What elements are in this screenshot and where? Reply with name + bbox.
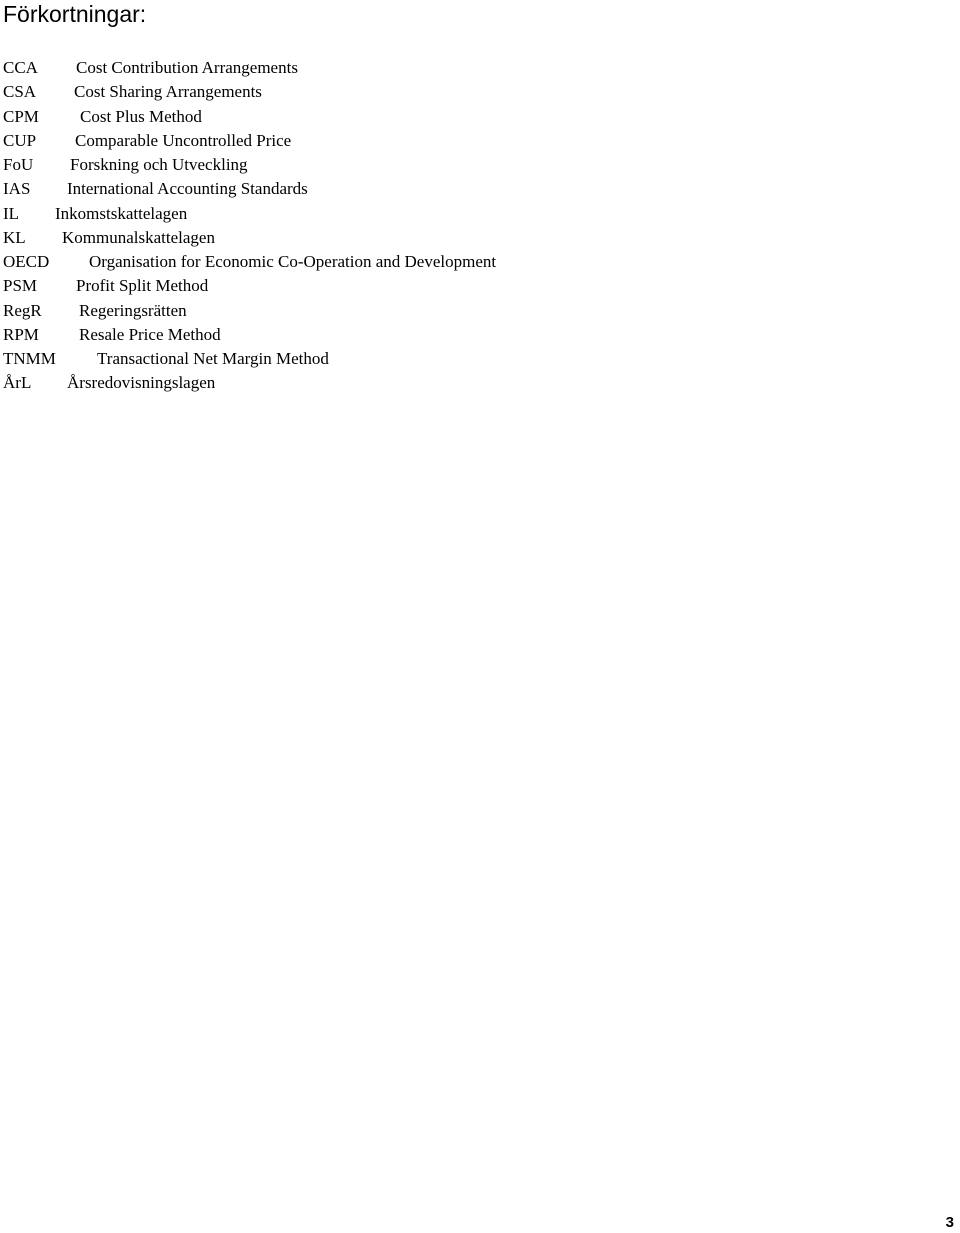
abbreviation-expansion: Årsredovisningslagen [67, 373, 216, 393]
abbreviation-term: IAS [3, 179, 31, 199]
abbreviation-expansion: Kommunalskattelagen [62, 227, 215, 247]
abbreviation-term: RPM [3, 324, 39, 344]
abbreviation-term: RegR [3, 300, 42, 320]
abbreviation-expansion: Resale Price Method [79, 324, 221, 344]
abbreviation-term: CCA [3, 58, 38, 77]
abbreviation-term: ÅrL [3, 373, 32, 393]
abbreviation-term: KL [3, 227, 26, 247]
abbreviation-term: CUP [3, 130, 37, 150]
abbreviation-term: OECD [3, 252, 50, 271]
abbreviation-expansion: International Accounting Standards [67, 179, 308, 199]
abbreviation-expansion: Cost Plus Method [80, 106, 202, 126]
abbreviation-expansion: Profit Split Method [76, 276, 209, 296]
abbreviation-expansion: Forskning och Utveckling [70, 155, 248, 174]
abbreviation-expansion: Transactional Net Margin Method [97, 349, 329, 368]
abbreviation-term: CPM [3, 106, 39, 126]
abbreviation-term: TNMM [3, 349, 56, 368]
page-number: 3 [945, 1214, 954, 1231]
abbreviation-expansion: Cost Contribution Arrangements [76, 58, 298, 77]
abbreviation-term: PSM [3, 276, 38, 296]
abbreviation-expansion: Regeringsrätten [79, 300, 187, 320]
abbreviation-term: FoU [3, 155, 34, 174]
abbreviation-term: CSA [3, 82, 37, 102]
abbreviation-expansion: Organisation for Economic Co-Operation and Development [89, 252, 497, 271]
page-title: Förkortningar: [3, 1, 147, 27]
abbreviation-term: IL [3, 203, 20, 223]
abbreviation-expansion: Comparable Uncontrolled Price [75, 130, 292, 150]
abbreviation-expansion: Cost Sharing Arrangements [74, 82, 262, 102]
abbreviation-expansion: Inkomstskattelagen [55, 203, 188, 223]
